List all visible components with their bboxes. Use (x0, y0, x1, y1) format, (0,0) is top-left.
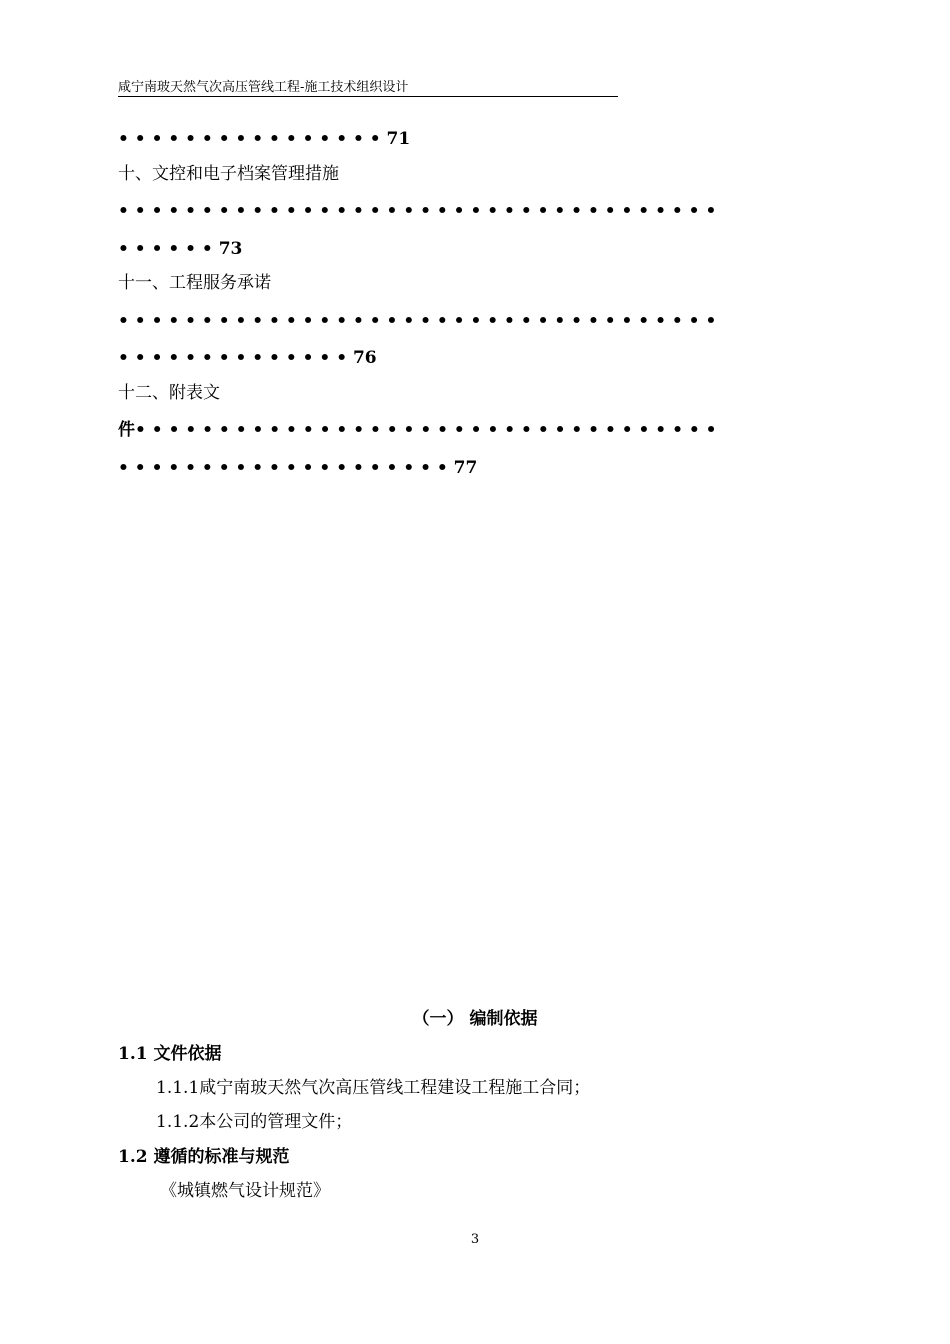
paragraph-1-1-1: 1.1.1咸宁南玻天然气次高压管线工程建设工程施工合同； (156, 1078, 591, 1098)
toc-item-11-dots: • • • • • • • • • • • • • • • • • • • • • • • • • • • • • • • • • • • • (118, 311, 717, 331)
toc-item-11-title: 十一、工程服务承诺 (118, 273, 271, 293)
subsection-1-1: 1.1 文件依据 (118, 1044, 222, 1064)
page-header (118, 80, 618, 97)
paragraph-1-1-2: 1.1.2本公司的管理文件； (156, 1112, 353, 1132)
section-heading (0, 1008, 950, 1030)
standard-item: 《城镇燃气设计规范》 (160, 1181, 330, 1201)
toc-item-11-page: • • • • • • • • • • • • • • 76 (118, 348, 377, 368)
toc-item-10-page: • • • • • • 73 (118, 239, 243, 259)
toc-item-12-dots: 件• • • • • • • • • • • • • • • • • • • • • • • • • • • • • • • • • • • (118, 420, 717, 440)
toc-item-12-title: 十二、附表文 (118, 383, 220, 403)
toc-item-12-page: • • • • • • • • • • • • • • • • • • • • 77 (118, 458, 478, 478)
toc-item-10-dots: • • • • • • • • • • • • • • • • • • • • • • • • • • • • • • • • • • • • (118, 201, 717, 221)
subsection-1-2: 1.2 遵循的标准与规范 (118, 1147, 290, 1167)
toc-item-10-title: 十、文控和电子档案管理措施 (118, 164, 339, 184)
toc-line-71: • • • • • • • • • • • • • • • • 71 (118, 129, 411, 149)
section-heading-text: （一） 编制依据 (412, 1009, 538, 1029)
header-title: 咸宁南玻天然气次高压管线工程-施工技术组织设计 (118, 80, 409, 95)
page-number: 3 (470, 1232, 480, 1247)
